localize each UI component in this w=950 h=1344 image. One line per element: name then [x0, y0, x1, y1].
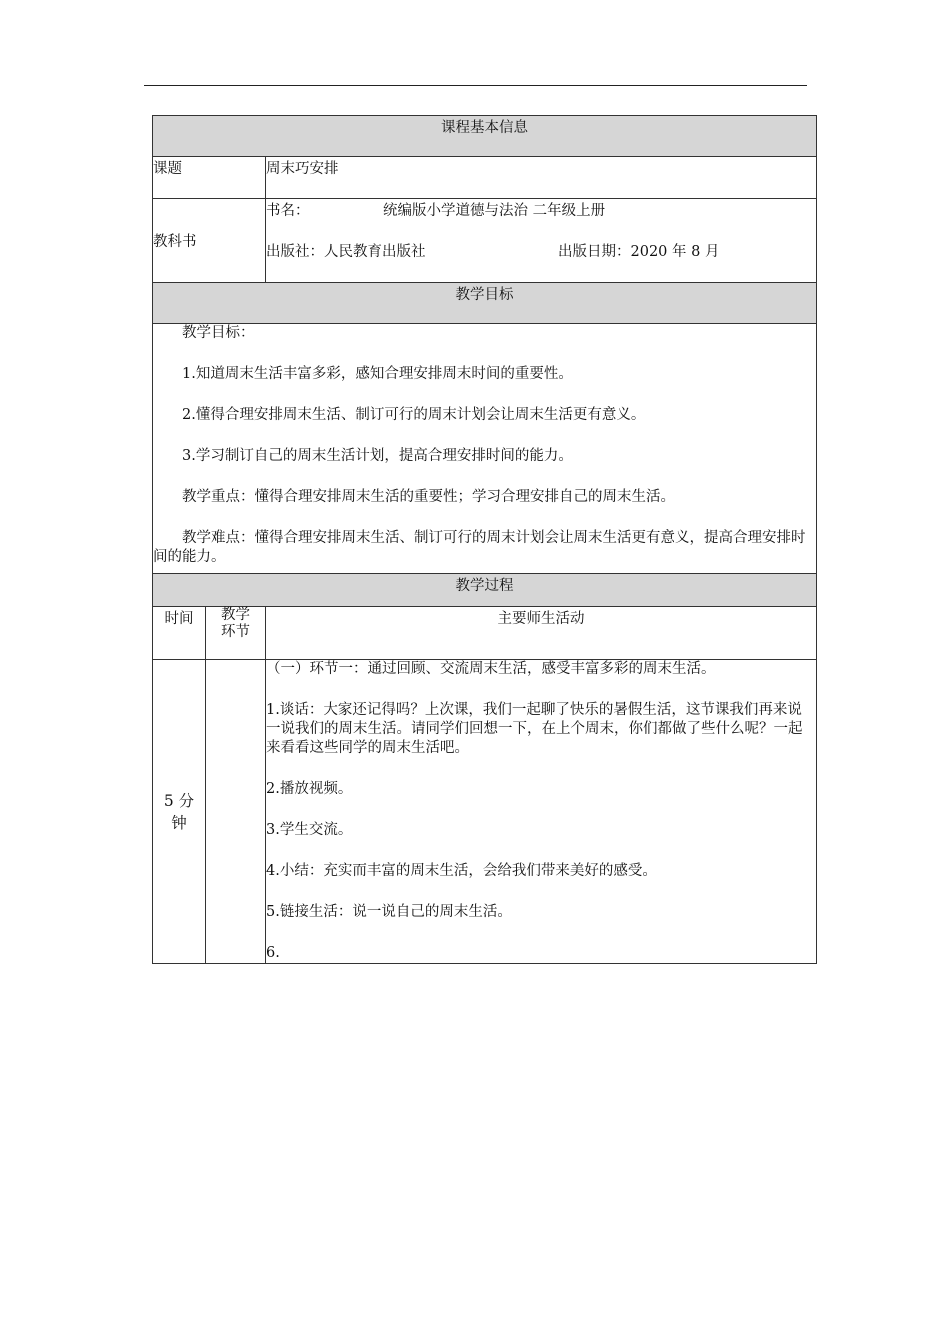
process-header: 教学过程	[153, 574, 817, 607]
col-stage-header	[206, 607, 266, 660]
publisher-label: 出版社：	[266, 244, 324, 260]
pub-date-value: 2020 年 8 月	[630, 244, 720, 260]
activity-item: 3.学生交流。	[266, 822, 353, 838]
activity-item: 5.链接生活：说一说自己的周末生活。	[266, 904, 512, 920]
goals-header: 教学目标	[153, 283, 817, 324]
activity-item: （一）环节一：通过回顾、交流周末生活，感受丰富多彩的周末生活。	[266, 661, 716, 677]
publisher-line	[266, 240, 816, 260]
row-time-line1: 5 分	[163, 791, 195, 810]
activities-cell	[266, 660, 817, 964]
activity-item: 6.	[266, 945, 280, 961]
goal-item: 2.懂得合理安排周末生活、制订可行的周末计划会让周末生活更有意义。	[182, 407, 646, 423]
row-stage	[206, 660, 266, 964]
book-name-value: 统编版小学道德与法治 二年级上册	[383, 203, 606, 219]
activity-item: 2.播放视频。	[266, 781, 353, 797]
book-name-line	[266, 199, 816, 219]
goals-intro: 教学目标：	[182, 325, 255, 341]
activity-item: 4.小结：充实而丰富的周末生活，会给我们带来美好的感受。	[266, 863, 657, 879]
book-name-label: 书名：	[266, 203, 310, 219]
row-time-line2: 钟	[171, 813, 187, 832]
col-stage-line2: 环节	[221, 624, 250, 640]
goal-item: 3.学习制订自己的周末生活计划，提高合理安排时间的能力。	[182, 448, 573, 464]
difficult-point: 教学难点：懂得合理安排周末生活、制订可行的周末计划会让周末生活更有意义，提高合理安排时间的能力。	[153, 530, 806, 565]
col-stage-line1: 教学	[221, 607, 250, 623]
col-time-header: 时间	[153, 607, 206, 660]
pub-date	[558, 240, 719, 261]
topic-label: 课题	[153, 157, 266, 199]
goals-body	[153, 324, 817, 574]
basic-info-header: 课程基本信息	[153, 116, 817, 157]
row-time	[153, 660, 206, 964]
topic-value: 周末巧安排	[266, 157, 817, 199]
textbook-info	[266, 199, 817, 283]
textbook-label: 教科书	[153, 199, 266, 283]
pub-date-label: 出版日期：	[558, 244, 631, 260]
goal-item: 1.知道周末生活丰富多彩，感知合理安排周末时间的重要性。	[182, 366, 573, 382]
lesson-plan-table	[152, 115, 817, 964]
header-rule	[144, 85, 807, 86]
col-activity-header: 主要师生活动	[266, 607, 817, 660]
activity-item: 1.谈话：大家还记得吗？上次课，我们一起聊了快乐的暑假生活，这节课我们再来说一说我们的周末生活。请同学们回想一下，在上个周末，你们都做了些什么呢？一起来看看这些同学的周末生活吧。	[266, 702, 803, 756]
key-point: 教学重点：懂得合理安排周末生活的重要性；学习合理安排自己的周末生活。	[182, 489, 675, 505]
publisher-value: 人民教育出版社	[324, 244, 426, 260]
